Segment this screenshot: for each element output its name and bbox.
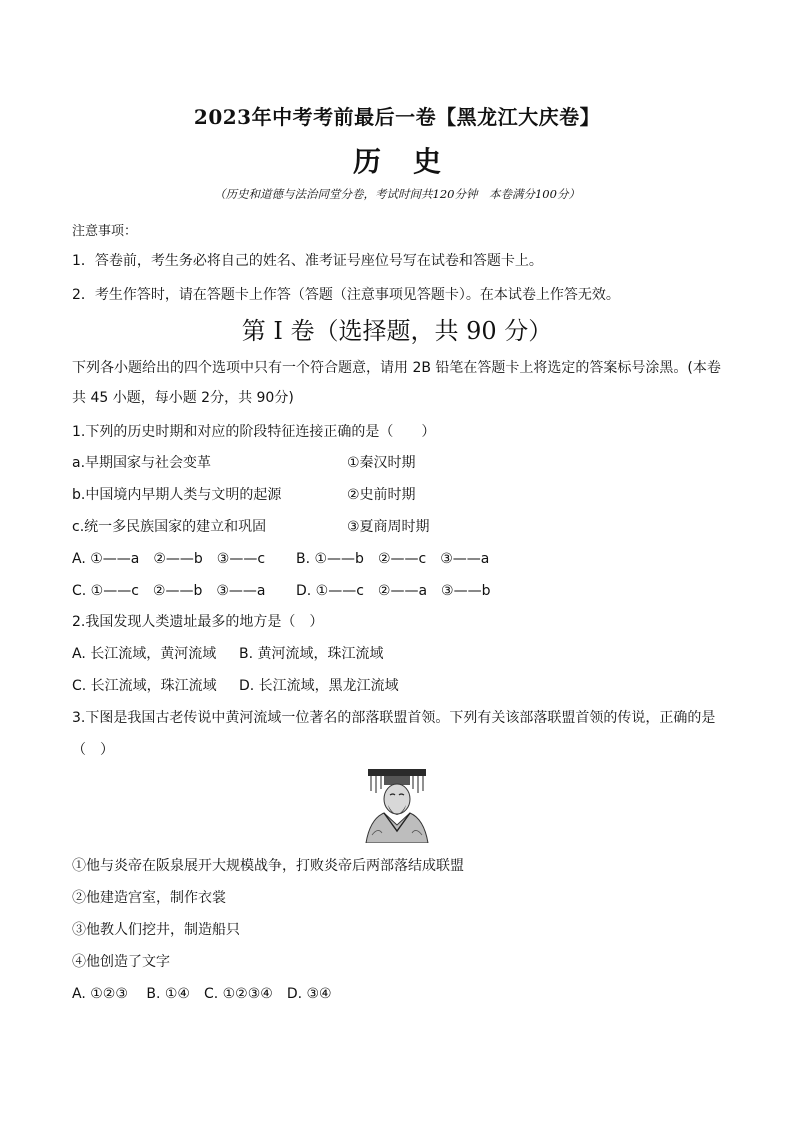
subject-char-2: 史 [413, 145, 442, 178]
q3-statement-1: ①他与炎帝在阪泉展开大规模战争，打败炎帝后两部落结成联盟 [72, 858, 464, 874]
subject-title [0, 140, 794, 180]
q2-option-d: D. 长江流域，黑龙江流域 [239, 678, 399, 694]
notice-heading: 注意事项： [72, 224, 138, 239]
q1-right-2: ②史前时期 [347, 487, 416, 503]
emperor-portrait-image [358, 765, 436, 843]
subject-char-1: 历 [352, 145, 381, 178]
q2-option-a: A. 长江流域，黄河流域 [72, 646, 217, 662]
q3-statement-2: ②他建造宫室，制作衣裳 [72, 890, 226, 906]
q2-stem: 2.我国发现人类遗址最多的地方是（ ） [72, 614, 324, 630]
q2-option-c: C. 长江流域，珠江流域 [72, 678, 217, 694]
q1-option-d: D. ①——c ②——a ③——b [296, 583, 491, 599]
q1-left-b: b.中国境内早期人类与文明的起源 [72, 487, 282, 503]
section-instructions-line2: 共 45 小题，每小题 2分，共 90分) [72, 390, 294, 406]
exam-note: （历史和道德与法治同堂分卷，考试时间共120分钟 本卷满分100分） [214, 187, 580, 201]
q3-statement-3: ③他教人们挖井，制造船只 [72, 922, 240, 938]
q1-option-a: A. ①——a ②——b ③——c [72, 551, 266, 567]
q1-right-3: ③夏商周时期 [347, 519, 430, 535]
notice-item-2: 2．考生作答时，请在答题卡上作答（答题（注意事项见答题卡）。在本试卷上作答无效。 [72, 287, 620, 303]
section-instructions-line1: 下列各小题给出的四个选项中只有一个符合题意，请用 2B 铅笔在答题卡上将选定的答案标号涂黑。(本卷 [72, 360, 721, 376]
exam-title: 2023年中考考前最后一卷【黑龙江大庆卷】 [193, 105, 601, 129]
q3-options: A. ①②③ B. ①④ C. ①②③④ D. ③④ [72, 986, 332, 1002]
q2-option-b: B. 黄河流域，珠江流域 [239, 646, 384, 662]
section-title: 第 I 卷（选择题，共 90 分） [241, 317, 553, 345]
q1-stem: 1.下列的历史时期和对应的阶段特征连接正确的是（ ） [72, 424, 436, 440]
q3-stem-line1: 3.下图是我国古老传说中黄河流域一位著名的部落联盟首领。下列有关该部落联盟首领的传说，正确的是 [72, 710, 716, 726]
q1-option-c: C. ①——c ②——b ③——a [72, 583, 266, 599]
q1-left-a: a.早期国家与社会变革 [72, 455, 212, 471]
q1-left-c: c.统一多民族国家的建立和巩固 [72, 519, 267, 535]
q1-option-b: B. ①——b ②——c ③——a [296, 551, 490, 567]
notice-item-1: 1．答卷前，考生务必将自己的姓名、准考证号座位号写在试卷和答题卡上。 [72, 253, 543, 269]
q3-statement-4: ④他创造了文字 [72, 954, 170, 970]
q1-right-1: ①秦汉时期 [347, 455, 416, 471]
q3-stem-line2: （ ） [72, 742, 114, 758]
